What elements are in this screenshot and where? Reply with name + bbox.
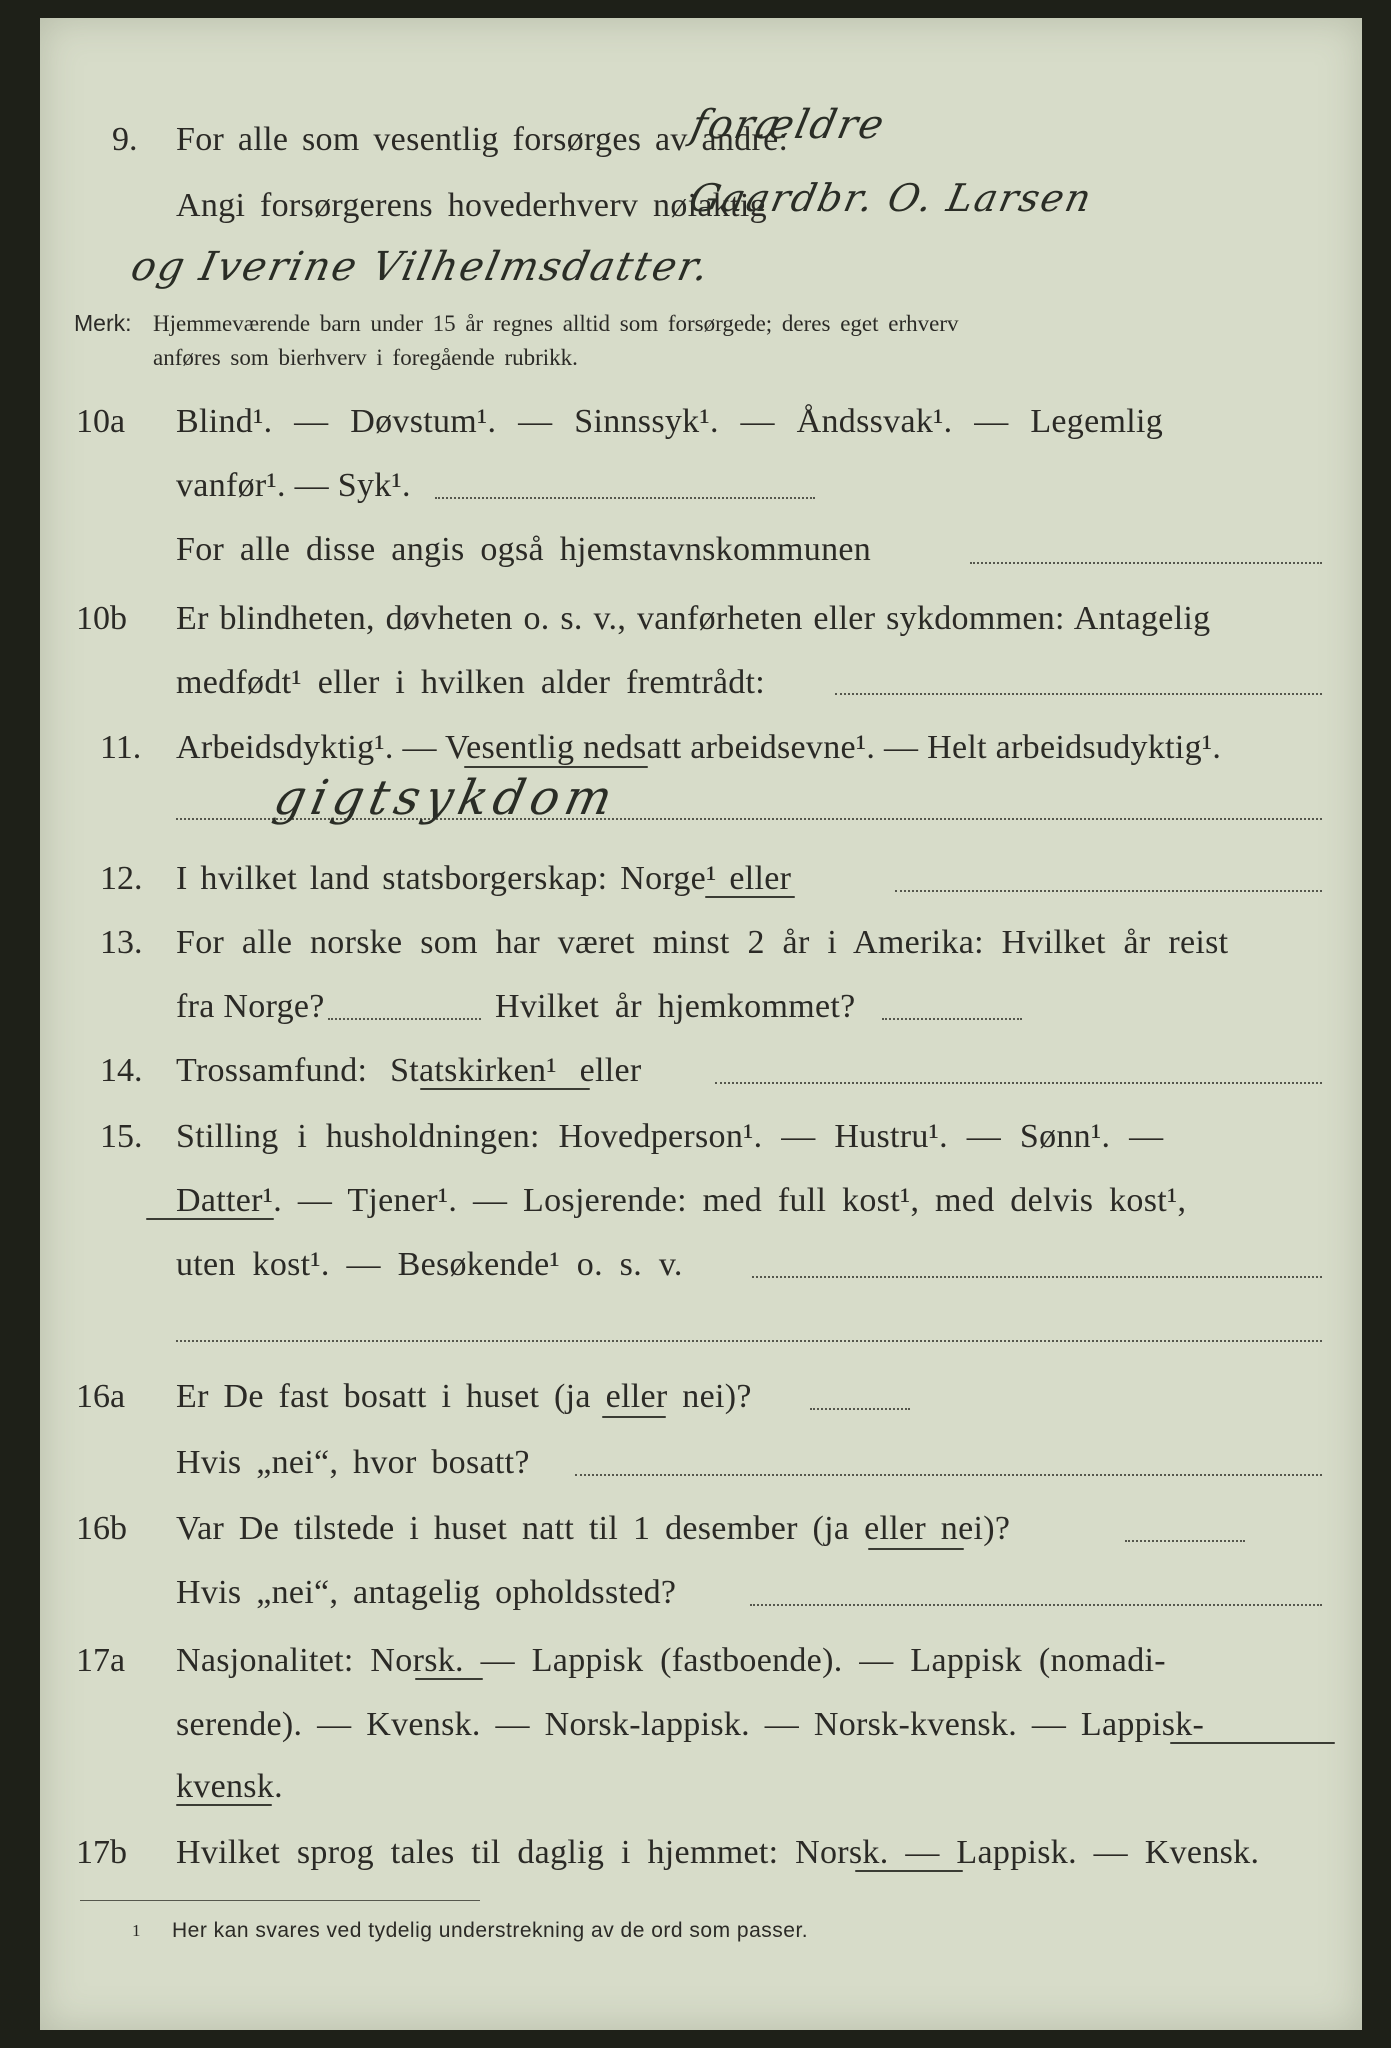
q16b-number: 16b: [76, 1510, 127, 1547]
q15-datter-underline: [146, 1218, 274, 1220]
q9-handwritten-occupation-cont: og Iverine Vilhelmsdatter.: [127, 244, 715, 290]
q17a-lappisk-kvensk-underline: [1170, 1742, 1335, 1744]
q16a-number: 16a: [76, 1378, 126, 1415]
q12-number: 12.: [100, 860, 143, 897]
q15-answer-line-2: [176, 1340, 1322, 1342]
footnote-text: Her kan svares ved tydelig understrekning av de ord som passer.: [172, 1919, 809, 1942]
q10a-line3: For alle disse angis også hjemstavnskommunen: [176, 531, 872, 568]
q12-answer-line: [895, 890, 1322, 892]
q16b-ja-underline: [868, 1548, 964, 1550]
q17a-line3: kvensk.: [176, 1768, 283, 1805]
q16b-line1: Var De tilstede i huset natt til 1 desember (ja eller nei)?: [176, 1510, 1011, 1547]
q13-line2a: fra Norge?: [176, 988, 325, 1025]
census-form-page: [40, 18, 1362, 2030]
q16a-answer-line: [810, 1408, 910, 1410]
q9-number: 9.: [112, 121, 138, 158]
q17a-line1: Nasjonalitet: Norsk. — Lappisk (fastboende). — Lappisk (nomadi-: [176, 1642, 1166, 1679]
merk-label: Merk:: [74, 310, 132, 336]
q10b-answer-line: [835, 693, 1322, 695]
q17a-norsk-mark: [415, 1678, 483, 1680]
q17a-line2: serende). — Kvensk. — Norsk-lappisk. — Norsk-kvensk. — Lappisk-: [176, 1706, 1205, 1743]
q17b-norsk-underline: [855, 1870, 963, 1872]
q15-line2: Datter¹. — Tjener¹. — Losjerende: med full kost¹, med delvis kost¹,: [176, 1182, 1187, 1219]
merk-line2: anføres som bierhverv i foregående rubrikk.: [153, 345, 578, 370]
q12-line1: I hvilket land statsborgerskap: Norge¹ eller: [176, 860, 792, 897]
q16b-answer-line: [1125, 1540, 1245, 1542]
q14-line1: Trossamfund: Statskirken¹ eller: [176, 1052, 642, 1089]
q10b-line2: medfødt¹ eller i hvilken alder fremtrådt:: [176, 664, 766, 701]
q11-number: 11.: [100, 729, 142, 766]
q13-line2b: Hvilket år hjemkommet?: [495, 988, 856, 1025]
q11-handwritten-answer: gigtsykdom: [269, 770, 624, 826]
q9-line2: Angi forsørgerens hovederhverv nøiaktig: [176, 187, 767, 224]
footnote-rule: [80, 1900, 480, 1901]
q10a-number: 10a: [76, 403, 126, 440]
q13-number: 13.: [100, 924, 143, 961]
q11-underline-mark: [464, 766, 648, 768]
q14-statskirken-underline: [420, 1088, 590, 1090]
q15-number: 15.: [100, 1118, 143, 1155]
q10a-syk-answer-line: [435, 497, 815, 499]
q14-answer-line: [715, 1082, 1322, 1084]
q9-line1: For alle som vesentlig forsørges av andre:: [176, 121, 789, 158]
q10a-line2: vanfør¹. — Syk¹.: [176, 467, 411, 504]
q17a-kvensk-underline: [176, 1804, 272, 1806]
q15-line3: uten kost¹. — Besøkende¹ o. s. v.: [176, 1246, 683, 1283]
q17a-number: 17a: [76, 1642, 126, 1679]
q16b-opholdssted-answer-line: [750, 1604, 1322, 1606]
q11-line1: Arbeidsdyktig¹. — Vesentlig nedsatt arbeidsevne¹. — Helt arbeidsudyktig¹.: [176, 729, 1222, 766]
q10a-line1: Blind¹. — Døvstum¹. — Sinnssyk¹. — Åndssvak¹. — Legemlig: [176, 403, 1164, 440]
q10b-number: 10b: [76, 600, 127, 637]
q17b-number: 17b: [76, 1834, 127, 1871]
merk-line1: Hjemmeværende barn under 15 år regnes alltid som forsørgede; deres eget erhverv: [153, 311, 959, 336]
q16a-line1: Er De fast bosatt i huset (ja eller nei)?: [176, 1378, 752, 1415]
q9-handwritten-occupation: Gaardbr. O. Larsen: [685, 176, 1097, 220]
q15-line1: Stilling i husholdningen: Hovedperson¹. — Hustru¹. — Sønn¹. —: [176, 1118, 1164, 1155]
q10b-line1: Er blindheten, døvheten o. s. v., vanførheten eller sykdommen: Antagelig: [176, 600, 1211, 637]
q10a-hjemstavn-answer-line: [970, 562, 1322, 564]
q9-handwritten-forsorger: forældre: [687, 102, 890, 148]
q13-hjemkommet-answer-line: [882, 1018, 1022, 1020]
footnote-mark: 1: [132, 1921, 141, 1940]
q16a-ja-underline: [602, 1416, 666, 1418]
q17b-line1: Hvilket sprog tales til daglig i hjemmet: Norsk. — Lappisk. — Kvensk.: [176, 1834, 1260, 1871]
q13-reist-answer-line: [328, 1018, 481, 1020]
q16a-line2: Hvis „nei“, hvor bosatt?: [176, 1444, 530, 1481]
q16a-bosatt-answer-line: [575, 1474, 1322, 1476]
q12-norge-underline: [705, 896, 795, 898]
q16b-line2: Hvis „nei“, antagelig opholdssted?: [176, 1574, 677, 1611]
q13-line1: For alle norske som har været minst 2 år i Amerika: Hvilket år reist: [176, 924, 1229, 961]
q14-number: 14.: [100, 1052, 143, 1089]
q15-answer-line-1: [752, 1276, 1322, 1278]
